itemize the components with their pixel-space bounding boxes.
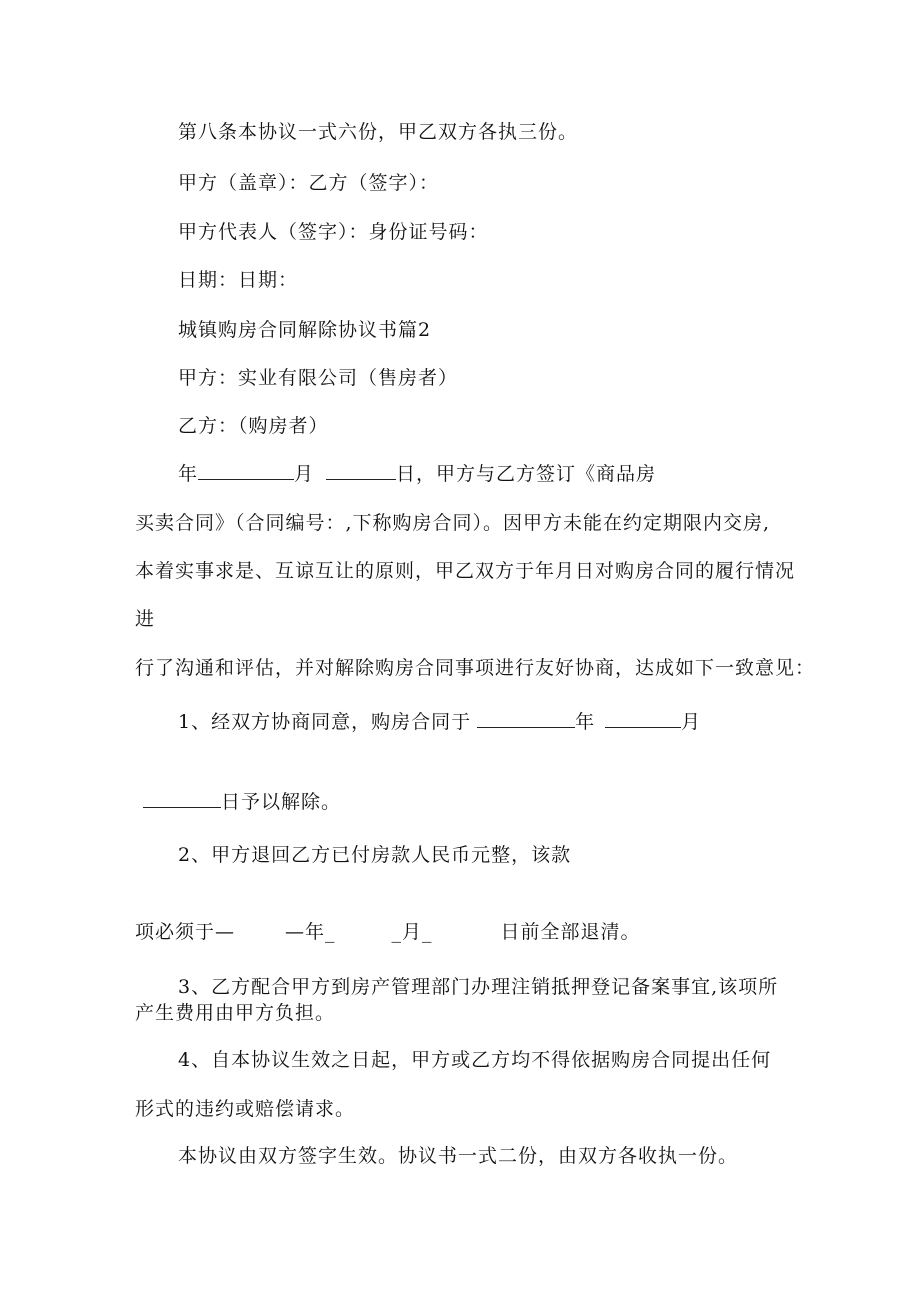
item-1-year-blank [477, 711, 575, 728]
item-2-month: _月_ [391, 921, 433, 943]
document-title: 城镇购房合同解除协议书篇2 [178, 319, 432, 341]
intro-rest: 日，甲方与乙方签订《商品房 [396, 463, 657, 485]
party-a: 甲方：实业有限公司（售房者） [178, 367, 459, 389]
item-2-year: —年_ [285, 921, 336, 943]
year-blank [198, 463, 294, 480]
signature-parties: 甲方（盖章）：乙方（签字）： [178, 172, 440, 194]
intro-line-3: 本着实事求是、互谅互让的原则，甲乙双方于年月日对购房合同的履行情况 [135, 560, 796, 582]
item-1-end: 日予以解除。 [221, 791, 342, 813]
intro-line-5: 行了沟通和评估，并对解除购房合同事项进行友好协商，达成如下一致意见： [135, 657, 816, 679]
intro-year-label: 年 [178, 463, 199, 485]
closing-statement: 本协议由双方签字生效。协议书一式二份，由双方各收执一份。 [178, 1145, 739, 1167]
item-2-end: 日前全部退清。 [500, 921, 641, 943]
item-1-month-label: 月 [681, 711, 702, 733]
party-b: 乙方：（购房者） [178, 415, 329, 437]
item-2-prefix: 项必须于— [135, 921, 236, 943]
item-3-line-2: 产生费用由甲方负担。 [135, 1002, 336, 1024]
item-2-line: 2、甲方退回乙方已付房款人民币元整，该款 [178, 844, 572, 866]
item-3-line-1: 3、乙方配合甲方到房产管理部门办理注销抵押登记备案事宜,该项所 [178, 976, 779, 998]
item-4-line-1: 4、自本协议生效之日起，甲方或乙方均不得依据购房合同提出任何 [178, 1049, 772, 1071]
signature-representative: 甲方代表人（签字）：身份证号码： [178, 221, 489, 243]
clause-8: 第八条本协议一式六份，甲乙双方各执三份。 [178, 121, 579, 143]
item-1-year-label: 年 [575, 711, 596, 733]
signature-dates: 日期：日期： [178, 269, 299, 291]
intro-line-2: 买卖合同》（合同编号：,下称购房合同）。因甲方未能在约定期限内交房, [135, 512, 771, 534]
item-1-line [178, 710, 701, 734]
item-2-deadline-line [135, 920, 641, 944]
intro-line-4: 进 [135, 608, 156, 630]
item-1-text: 1、经双方协商同意，购房合同于 [178, 711, 472, 733]
item-4-line-2: 形式的违约或赔偿请求。 [135, 1098, 356, 1120]
item-1-month-blank [605, 711, 681, 728]
intro-line-1 [178, 462, 656, 486]
item-1-day-blank [143, 791, 221, 808]
intro-month-label: 月 [294, 463, 315, 485]
item-1-end-line [143, 790, 341, 814]
day-blank [326, 463, 396, 480]
